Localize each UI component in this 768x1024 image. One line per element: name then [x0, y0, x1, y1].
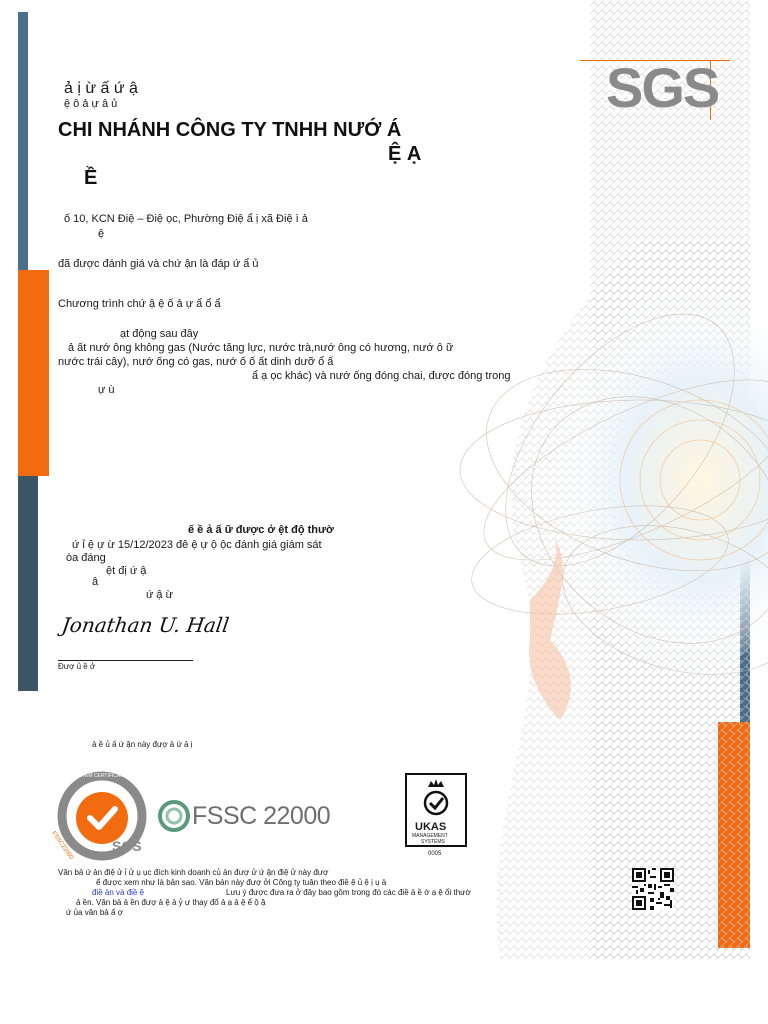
footer-line-2: ể được xem như là bản sao. Văn bản này đượ ởi Công ty tuân theo điề ệ ủ ệ ị ụ ả [96, 878, 387, 887]
ukas-sub-2: SYSTEMS [421, 839, 445, 845]
ukas-logo [405, 773, 467, 847]
validity-line-2: òa đáng [66, 552, 106, 564]
qr-code-icon[interactable] [632, 868, 674, 910]
program-statement: Chương trình chứ ậ ệ ố ả ự ẩ ổ ẩ [58, 298, 221, 310]
validity-heading: ế ề ả ấ ữ được ở ệt độ thườ [188, 524, 334, 536]
crown-check-icon [421, 777, 451, 817]
footer-line-1: Văn bả ứ ản điệ ử ỉ ử ụ ục đích kinh doanh củ ản đượ ử ứ ận điệ ử này đượ [58, 868, 329, 877]
left-bar-slate [18, 476, 38, 691]
scope-line-4: ẩ ạ ọc khác) và nướ ống đóng chai, được đóng trong [252, 370, 511, 382]
company-name-line-2: Ệ Ạ [388, 143, 422, 165]
address-line-1: ố 10, KCN Điệ – Điệ ọc, Phường Điệ ẩ ị xã Điệ ì ả [64, 213, 308, 225]
fssc-logo-text: FSSC 22000 [192, 802, 331, 830]
system-cert-bottom-text: FSSC22000 [50, 830, 74, 861]
company-name-line-1: CHI NHÁNH CÔNG TY TNHH NƯỚ Á [58, 119, 402, 141]
signature-line [58, 660, 193, 661]
handwritten-signature: Jonathan U. Hall [60, 613, 231, 637]
footer-line-4: ả ền. Văn bả ả ền đượ ả ệ ả ỷ ự thay đổ ả ạ ả ệ ể ộ ậ [76, 898, 266, 907]
address-line-2: ệ [98, 228, 105, 240]
system-cert-top-text: SYSTEM CERTIFICATION [72, 773, 132, 779]
signature-caption: Đượ ủ ề ở [58, 662, 96, 671]
header-line-2: ệ ô ả ự â ủ [64, 98, 118, 110]
scope-line-1: ạt động sau đây [120, 328, 199, 340]
terms-link[interactable]: điề ản và điề ệ [92, 888, 145, 897]
system-cert-sgs-text: SGS [112, 838, 142, 854]
left-bar-blue [18, 12, 28, 270]
notice-text: ả ề ủ ấ ứ ận này đượ ả ứ ả ị [92, 740, 193, 749]
scope-line-3: nước trái cây), nướ ống có gas, nướ ố ố ất dinh dưỡ ổ ấ [58, 356, 334, 368]
ukas-number: 0005 [428, 851, 442, 857]
fssc-leaf-icon [158, 798, 190, 834]
validity-line-3: ệt đị ứ ậ [106, 565, 147, 577]
assessed-statement: đã được đánh giá và chứ ận là đáp ứ ẩ ủ [58, 258, 259, 270]
footer-line-3: Lưu ý được đưa ra ở đây bao gồm trong đó các điề ả ề ớ ạ ệ ổi thườ [226, 888, 471, 897]
footer-line-5: ứ ủa văn bả ấ ợ [66, 908, 123, 917]
scope-line-2: ả ất nướ ông không gas (Nước tăng lực, nước trà,nướ ông có hương, nướ ô ữ [68, 342, 454, 354]
company-name-line-3: Ề [84, 167, 98, 189]
scope-line-5: ự ù [98, 384, 115, 396]
ukas-main-text: UKAS [415, 821, 447, 833]
left-bar-orange [18, 270, 49, 476]
ukas-sub-1: MANAGEMENT [412, 833, 448, 839]
guilloche-watermark [440, 0, 768, 960]
header-line-1: ả ị ừ ấ ứ ậ [64, 80, 138, 97]
sgs-logo: SGS [606, 56, 719, 119]
validity-line-4: â [92, 576, 99, 588]
validity-line-5: ứ ậ ừ [146, 589, 173, 601]
validity-line-1: ứ ỉ ệ ự ừ 15/12/2023 đê ệ ự ộ ộc đánh giá giám sát [72, 539, 322, 551]
